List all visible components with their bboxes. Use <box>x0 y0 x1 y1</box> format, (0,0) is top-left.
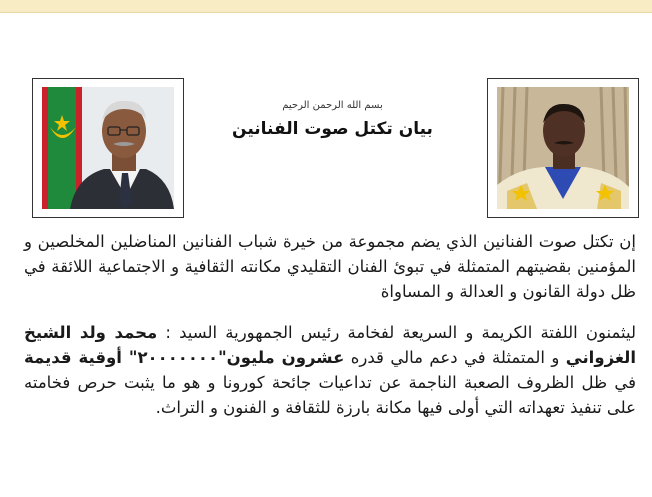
artist-photo <box>487 78 639 218</box>
paragraph-thanks <box>24 320 636 420</box>
president-portrait-image <box>42 87 174 209</box>
president-name: محمد ولد الشيخ الغزواني <box>24 323 637 367</box>
support-amount: عشرون مليون"٢٠٠٠٠٠٠٠" أوقية قديمة <box>24 348 345 367</box>
president-photo <box>32 78 184 218</box>
document-header <box>190 100 475 139</box>
paragraph-intro: إن تكتل صوت الفنانين الذي يضم مجموعة من خيرة شباب الفنانين المناضلين المخلصين و المؤمنين بقضيتهم المتمثلة في تبوئ الفنان التقليدي مكانته الثقافية و الاجتماعية اللائقة في ظل دولة القانون و العدالة و المساواة <box>24 232 636 301</box>
paragraph-thanks-part2: و المتمثلة في دعم مالي قدره <box>344 348 566 367</box>
basmala-text: بسم الله الرحمن الرحيم <box>282 100 383 111</box>
statement-body <box>24 229 636 436</box>
document-title: بيان تكتل صوت الفنانين <box>232 119 433 139</box>
paragraph-thanks-part3: في ظل الظروف الصعبة الناجمة عن تداعيات جائحة كورونا و هو ما يثبت حرص فخامته على تنفيذ تعهداته التي أولى فيها مكانة بارزة للثقافة و الفنون و التراث. <box>24 373 636 417</box>
paragraph-thanks-part1: ليثمنون اللفتة الكريمة و السريعة لفخامة رئيس الجمهورية السيد : <box>157 323 636 342</box>
top-banner-bar <box>0 0 652 13</box>
artist-portrait-image <box>497 87 629 209</box>
